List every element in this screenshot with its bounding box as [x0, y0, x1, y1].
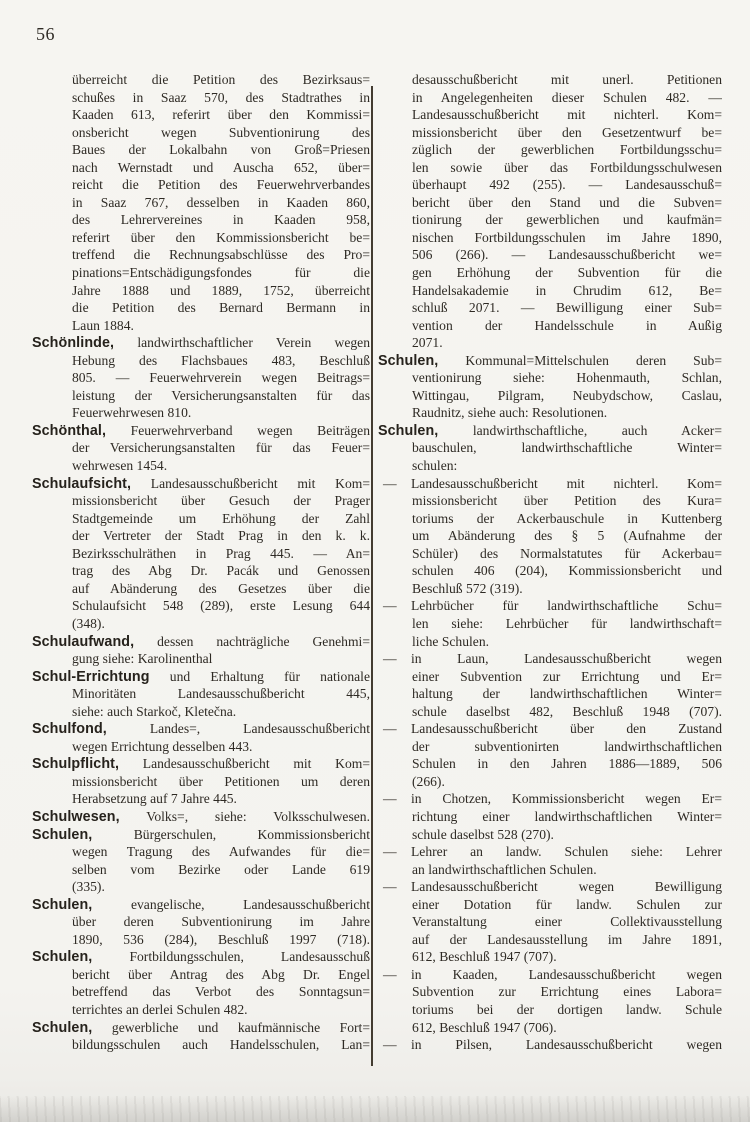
scan-edge-artifact	[0, 1096, 750, 1122]
text-line: die Petition des Bernard Bermann in	[72, 300, 370, 316]
text-line: Schulpflicht, Landesausschußbericht mit Kom=	[32, 756, 370, 773]
text-line: der Versicherungsanstalten für das Feuer=	[72, 440, 370, 456]
text-line: wegen Tragung des Aufwandes für die=	[72, 844, 370, 860]
text-line: Schönthal, Feuerwehrverband wegen Beiträgen	[32, 422, 370, 439]
text-line: Feuerwehrwesen 810.	[72, 405, 192, 421]
index-entry	[32, 668, 370, 721]
text-line: onsbericht wegen Subventionirung des	[72, 124, 370, 140]
text-line: Schul-Errichtung und Erhaltung für nationale	[32, 668, 370, 685]
text-line: — in Chotzen, Kommissionsbericht wegen Er=	[383, 791, 722, 807]
text-line: wehrwesen 1454.	[72, 458, 168, 474]
index-entry	[32, 826, 370, 896]
text-line: über deren Subventionirung im Jahre	[72, 914, 370, 930]
entry-headword: Schönlinde,	[32, 335, 115, 352]
text-line: referirt über den Kommissionsbericht be=	[72, 229, 370, 245]
text-line: haltung der landwirthschaftlichen Winter=	[412, 686, 722, 702]
text-line: auf der Landesausstellung im Jahre 1891,	[412, 931, 722, 947]
text-line: schluß 2071. — Bewilligung einer Sub=	[412, 300, 722, 316]
index-entry	[32, 334, 370, 422]
text-line: nach Wernstadt und Auscha 652, über=	[72, 159, 370, 175]
text-line: Handelsakademie in Chrudim 612, Be=	[412, 282, 722, 298]
text-line: toriums bei der dortigen landw. Schule	[412, 1001, 722, 1017]
text-line: Stadtgemeinde um Erhöhung der Zahl	[72, 510, 370, 526]
text-line: Hebung des Flachsbaues 483, Beschluß	[72, 352, 370, 368]
text-line: trag des Abg Dr. Pacák und Genossen	[72, 563, 370, 579]
text-line: bericht über Antrag des Abg Dr. Engel	[72, 966, 370, 982]
text-line: Minoritäten Landesausschußbericht 445,	[72, 686, 370, 702]
text-line: liche Schulen.	[412, 633, 490, 649]
index-entry	[32, 422, 370, 475]
index-entry	[378, 597, 722, 650]
text-line: züglich der gewerblichen Fortbildungsschu=	[412, 142, 722, 158]
text-line: len sowie über das Fortbildungsschulwesen	[412, 159, 722, 175]
text-line: richtung einer landwirthschaftlichen Winter=	[412, 808, 722, 824]
entry-headword: Schulen,	[32, 826, 93, 843]
text-line: terrichtes an derlei Schulen 482.	[72, 1001, 248, 1017]
dash-marker: —	[383, 879, 397, 895]
text-line: nischen Fortbildungsschulen im Jahre 1890,	[412, 229, 722, 245]
index-entry	[378, 790, 722, 843]
text-line: selben vom Bezirke oder Lande 619	[72, 861, 370, 877]
dash-marker: —	[383, 598, 397, 614]
entry-headword: Schulwesen,	[32, 808, 120, 825]
index-entry	[32, 1019, 370, 1054]
text-line: Schulen, landwirthschaftliche, auch Acker=	[378, 422, 722, 439]
text-line: — Landesausschußbericht über den Zustand	[383, 721, 722, 737]
text-line: in Saaz 767, desselben in Kaaden 860,	[72, 194, 370, 210]
entry-headword: Schulen,	[378, 422, 439, 439]
text-line: — Landesausschußbericht mit nichterl. Kom=	[383, 475, 722, 491]
dash-marker: —	[383, 651, 397, 667]
text-line: 2071.	[412, 335, 443, 351]
text-line: Landesausschußbericht mit nichterl. Kom=	[412, 107, 722, 123]
entry-headword: Schönthal,	[32, 422, 107, 439]
text-line: Schulfond, Landes=, Landesausschußbericht	[32, 721, 370, 738]
text-line: Herabsetzung auf 7 Jahre 445.	[72, 791, 237, 807]
text-line: Laun 1884.	[72, 317, 134, 333]
text-line: bauschulen, landwirthschaftliche Winter=	[412, 440, 722, 456]
text-line: Schulen, gewerbliche und kaufmännische Fort=	[32, 1019, 370, 1036]
text-line: schulen:	[412, 458, 458, 474]
text-line: einer Subvention zur Errichtung und Er=	[412, 668, 722, 684]
dash-marker: —	[383, 721, 397, 737]
text-line: schule daselbst 528 (270).	[412, 826, 554, 842]
entry-headword: Schulen,	[32, 896, 93, 913]
text-line: treffend die Rechnungsabschlüsse des Pro=	[72, 247, 370, 263]
index-entry	[378, 352, 722, 422]
text-line: Kaaden 613, referirt über den Kommissi=	[72, 107, 370, 123]
entry-headword: Schulaufwand,	[32, 633, 135, 650]
index-entry	[378, 966, 722, 1036]
text-line: (348).	[72, 615, 105, 631]
dash-marker: —	[383, 475, 397, 491]
text-line: reicht die Petition des Feuerwehrverbandes	[72, 177, 370, 193]
text-line: in Angelegenheiten dieser Schulen 482. —	[412, 89, 722, 105]
text-line: leistung der Versicherungsanstalten für das	[72, 387, 370, 403]
text-line: 506 (266). — Landesausschußbericht we=	[412, 247, 722, 263]
text-line: 805. — Feuerwehrverein wegen Beitrags=	[72, 370, 370, 386]
entry-headword: Schulen,	[32, 1019, 93, 1036]
text-line: der subventionirten landwirthschaftlichen	[412, 738, 722, 754]
text-line: Raudnitz, siehe auch: Resolutionen.	[412, 405, 608, 421]
text-line: überreicht die Petition des Bezirksaus=	[72, 72, 370, 87]
text-line: 612, Beschluß 1947 (706).	[412, 1019, 557, 1035]
text-line: missionsbericht über Petitionen um deren	[72, 773, 370, 789]
text-line: einer Dotation für landw. Schulen zur	[412, 896, 722, 912]
text-line: bericht über den Stand und die Subven=	[412, 194, 722, 210]
index-entry	[32, 808, 370, 826]
text-line: Baues der Lokalbahn von Groß=Priesen	[72, 142, 370, 158]
text-line: an landwirthschaftlichen Schulen.	[412, 861, 597, 877]
index-entry	[32, 633, 370, 668]
index-entry	[378, 843, 722, 878]
text-line: gen Erhöhung der Subvention für die	[412, 265, 722, 281]
text-line: Schulen, Fortbildungsschulen, Landesausschuß	[32, 949, 370, 966]
index-entry	[378, 720, 722, 790]
text-line: Schüler) des Normalstatutes für Ackerbau=	[412, 545, 722, 561]
text-line: ventionirung siehe: Hohenmauth, Schlan,	[412, 370, 722, 386]
text-line: gung siehe: Karolinenthal	[72, 651, 213, 667]
index-entry	[378, 475, 722, 598]
text-line: um Abänderung des § 5 (Aufnahme der	[412, 528, 722, 544]
text-line: betreffend das Verbot des Sonntagsun=	[72, 984, 370, 1000]
entry-headword: Schulpflicht,	[32, 756, 120, 773]
text-line: — Landesausschußbericht wegen Bewilligung	[383, 879, 722, 895]
text-line: — in Laun, Landesausschußbericht wegen	[383, 651, 722, 667]
text-line: tionirung der gewerblichen und kaufmän=	[412, 212, 722, 228]
text-line: Schönlinde, landwirthschaftlicher Verein wegen	[32, 335, 370, 352]
text-line: wegen Errichtung desselben 443.	[72, 738, 253, 754]
index-column-left	[32, 71, 370, 1054]
dash-marker: —	[383, 966, 397, 982]
index-entry	[378, 422, 722, 475]
column-divider-rule	[371, 86, 373, 1066]
text-line: Schulaufsicht, Landesausschußbericht mit Kom=	[32, 475, 370, 492]
text-line: toriums der Ackerbauschule in Kuttenberg	[412, 510, 722, 526]
text-line: Schulen, Bürgerschulen, Kommissionsbericht	[32, 826, 370, 843]
text-line: schule daselbst 482, Beschluß 1948 (707).	[412, 703, 722, 719]
entry-headword: Schul-Errichtung	[32, 668, 150, 685]
text-line: Bezirksschulräthen in Prag 445. — An=	[72, 545, 370, 561]
index-entry	[32, 475, 370, 633]
text-line: der Vertreter der Stadt Prag in den k. k.	[72, 528, 370, 544]
text-line: auf Abänderung des Gesetzes über die	[72, 580, 370, 596]
dash-marker: —	[383, 791, 397, 807]
entry-headword: Schulen,	[378, 352, 439, 369]
dash-marker: —	[383, 1037, 397, 1053]
index-entry	[378, 71, 722, 352]
text-line: Schulen, Kommunal=Mittelschulen deren Sub=	[378, 352, 722, 369]
text-line: — in Pilsen, Landesausschußbericht wegen	[383, 1037, 722, 1053]
index-entry	[32, 896, 370, 949]
text-line: schulen 406 (204), Kommissionsbericht und	[412, 563, 722, 579]
text-line: vention der Handelsschule in Außig	[412, 317, 722, 333]
text-line: siehe: auch Starkoč, Kletečna.	[72, 703, 237, 719]
index-entry	[378, 1036, 722, 1054]
index-entry	[32, 755, 370, 808]
index-entry	[378, 650, 722, 720]
text-line: Subvention zur Errichtung eines Labora=	[412, 984, 722, 1000]
text-line: des Lehrervereines in Kaaden 958,	[72, 212, 370, 228]
text-line: 1890, 536 (284), Beschluß 1997 (718).	[72, 931, 370, 947]
text-line: Schulwesen, Volks=, siehe: Volksschulwesen.	[32, 808, 370, 825]
index-entry	[32, 948, 370, 1018]
text-line: Wittingau, Pilgram, Neubydschow, Caslau,	[412, 387, 722, 403]
index-entry	[32, 720, 370, 755]
text-line: missionsbericht über Petition des Kura=	[412, 493, 722, 509]
text-line: schußes in Saaz 570, des Stadtrathes in	[72, 89, 370, 105]
text-line: pinations=Entschädigungsfondes für die	[72, 265, 370, 281]
index-entry	[32, 71, 370, 334]
dash-marker: —	[383, 844, 397, 860]
text-line: Schulaufwand, dessen nachträgliche Genehmi=	[32, 633, 370, 650]
text-line: desausschußbericht mit unerl. Petitionen	[412, 72, 722, 87]
entry-headword: Schulfond,	[32, 721, 107, 738]
text-line: bildungsschulen auch Handelsschulen, Lan=	[72, 1037, 370, 1053]
text-line: Veranstaltung einer Collektivausstellung	[412, 914, 722, 930]
text-line: missionsbericht über den Gesetzentwurf be=	[412, 124, 722, 140]
text-line: Jahre 1888 und 1889, 1752, überreicht	[72, 282, 370, 298]
text-line: — Lehrer an landw. Schulen siehe: Lehrer	[383, 844, 722, 860]
text-line: (266).	[412, 773, 445, 789]
text-line: — Lehrbücher für landwirthschaftliche Schu=	[383, 598, 722, 614]
text-line: len siehe: Lehrbücher für landwirthschaft=	[412, 615, 722, 631]
text-line: 612, Beschluß 1947 (707).	[412, 949, 557, 965]
text-line: missionsbericht über Gesuch der Prager	[72, 493, 370, 509]
text-line: Schulen in den Jahren 1886—1889, 506	[412, 756, 722, 772]
text-line: Schulen, evangelische, Landesausschußbericht	[32, 896, 370, 913]
entry-headword: Schulen,	[32, 949, 93, 966]
text-line: (335).	[72, 879, 105, 895]
text-line: Schulaufsicht 548 (289), erste Lesung 644	[72, 598, 370, 614]
page-number: 56	[36, 24, 55, 44]
index-entry	[378, 878, 722, 966]
text-line: — in Kaaden, Landesausschußbericht wegen	[383, 966, 722, 982]
text-line: überhaupt 492 (255). — Landesausschuß=	[412, 177, 722, 193]
entry-headword: Schulaufsicht,	[32, 475, 132, 492]
index-column-right	[378, 71, 722, 1054]
text-line: Beschluß 572 (319).	[412, 580, 523, 596]
